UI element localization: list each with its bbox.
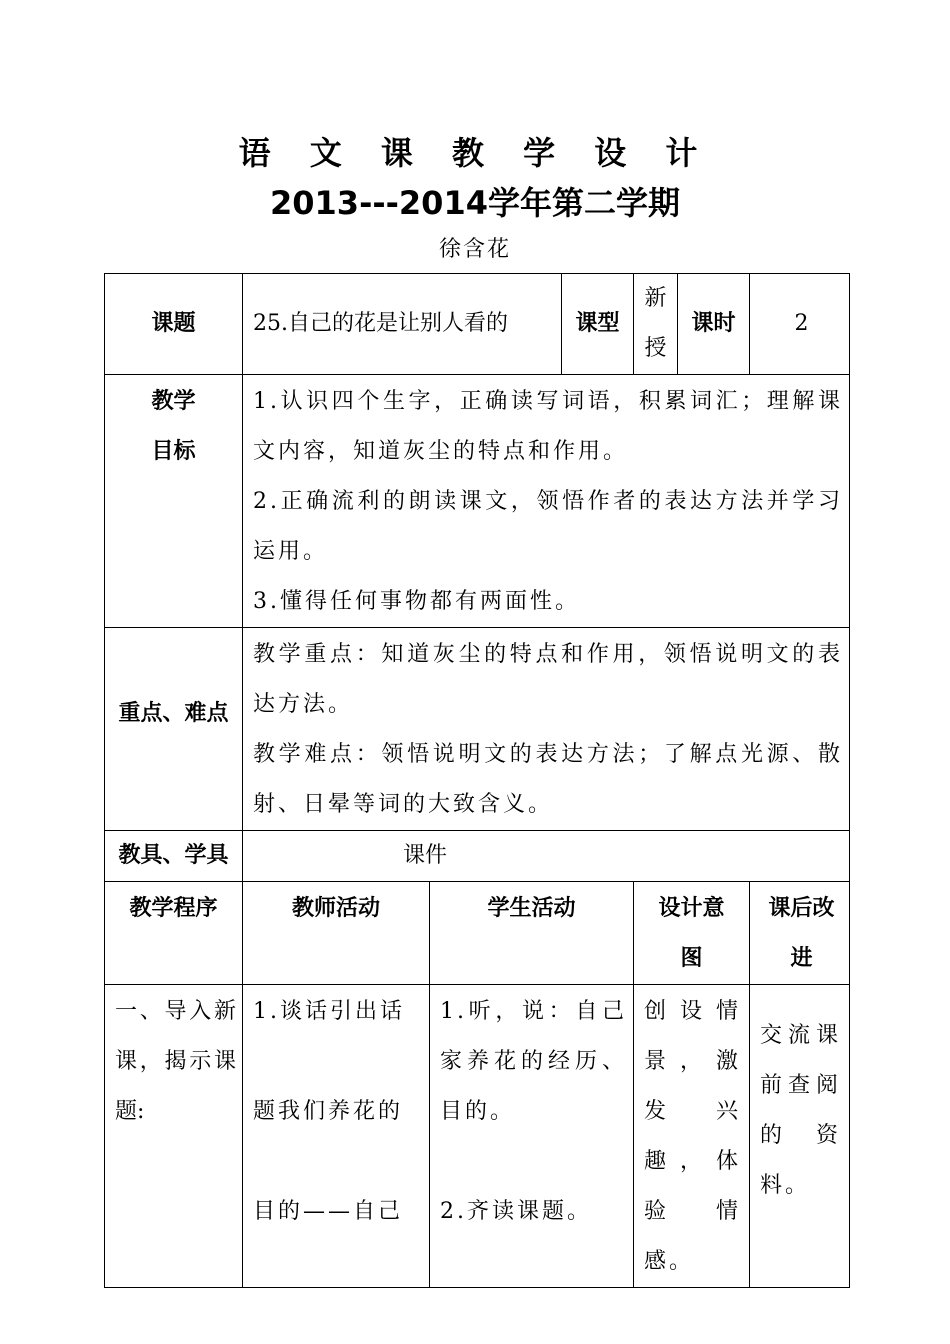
step1-after: 交流课前查阅的资料。 (750, 985, 850, 1288)
tools-label: 教具、学具 (105, 831, 243, 882)
teacher-line: 1.谈话引出话 (253, 999, 405, 1024)
step1-student (430, 985, 634, 1288)
topic-label: 课题 (105, 274, 243, 375)
step1-design: 创设情景，激发兴趣，体验情感。 (634, 985, 750, 1288)
lesson-plan-table (104, 273, 850, 1288)
goals-label-line1: 教学 (151, 389, 196, 414)
type-value: 新授 (634, 274, 678, 375)
goals-label-line2: 目标 (151, 439, 196, 464)
col-design-header: 设计意图 (634, 882, 750, 985)
hours-label: 课时 (678, 274, 750, 375)
key-points-row (105, 628, 850, 831)
goals-content (243, 375, 850, 628)
goals-row (105, 375, 850, 628)
goals-label (105, 375, 243, 628)
col-student-header: 学生活动 (430, 882, 634, 985)
page-subtitle: 2013---2014学年第二学期 (270, 184, 680, 222)
step1-procedure: 一、导入新课，揭示课题: (105, 985, 243, 1288)
col-teacher-header: 教师活动 (243, 882, 430, 985)
goal-item: 2.正确流利的朗读课文，领悟作者的表达方法并学习运用。 (253, 489, 843, 564)
author-name: 徐含花 (438, 237, 511, 262)
key-point-text: 教学重点：知道灰尘的特点和作用，领悟说明文的表达方法。 (253, 642, 843, 717)
col-after-header: 课后改进 (750, 882, 850, 985)
tools-value: 课件 (243, 831, 850, 882)
step1-row (105, 985, 850, 1288)
difficult-point-text: 教学难点：领悟说明文的表达方法；了解点光源、散射、日晕等词的大致含义。 (253, 742, 843, 817)
step1-teacher (243, 985, 430, 1288)
student-item: 1.听，说：自己家养花的经历、目的。 (440, 999, 627, 1124)
student-item: 2.齐读课题。 (440, 1199, 592, 1224)
col-procedure-header: 教学程序 (105, 882, 243, 985)
goal-item: 3.懂得任何事物都有两面性。 (253, 589, 580, 614)
page-title: 语 文 课 教 学 设 计 (238, 134, 712, 172)
teacher-line: 目的——自己 (253, 1199, 404, 1224)
hours-value: 2 (750, 274, 850, 375)
type-label: 课型 (562, 274, 634, 375)
column-header-row (105, 882, 850, 985)
topic-value: 25.自己的花是让别人看的 (243, 274, 562, 375)
key-points-label: 重点、难点 (105, 628, 243, 831)
goal-item: 1.认识四个生字，正确读写词语，积累词汇；理解课文内容，知道灰尘的特点和作用。 (253, 389, 843, 464)
teacher-line: 题我们养花的 (253, 1099, 404, 1124)
tools-row (105, 831, 850, 882)
key-points-content (243, 628, 850, 831)
topic-row (105, 274, 850, 375)
